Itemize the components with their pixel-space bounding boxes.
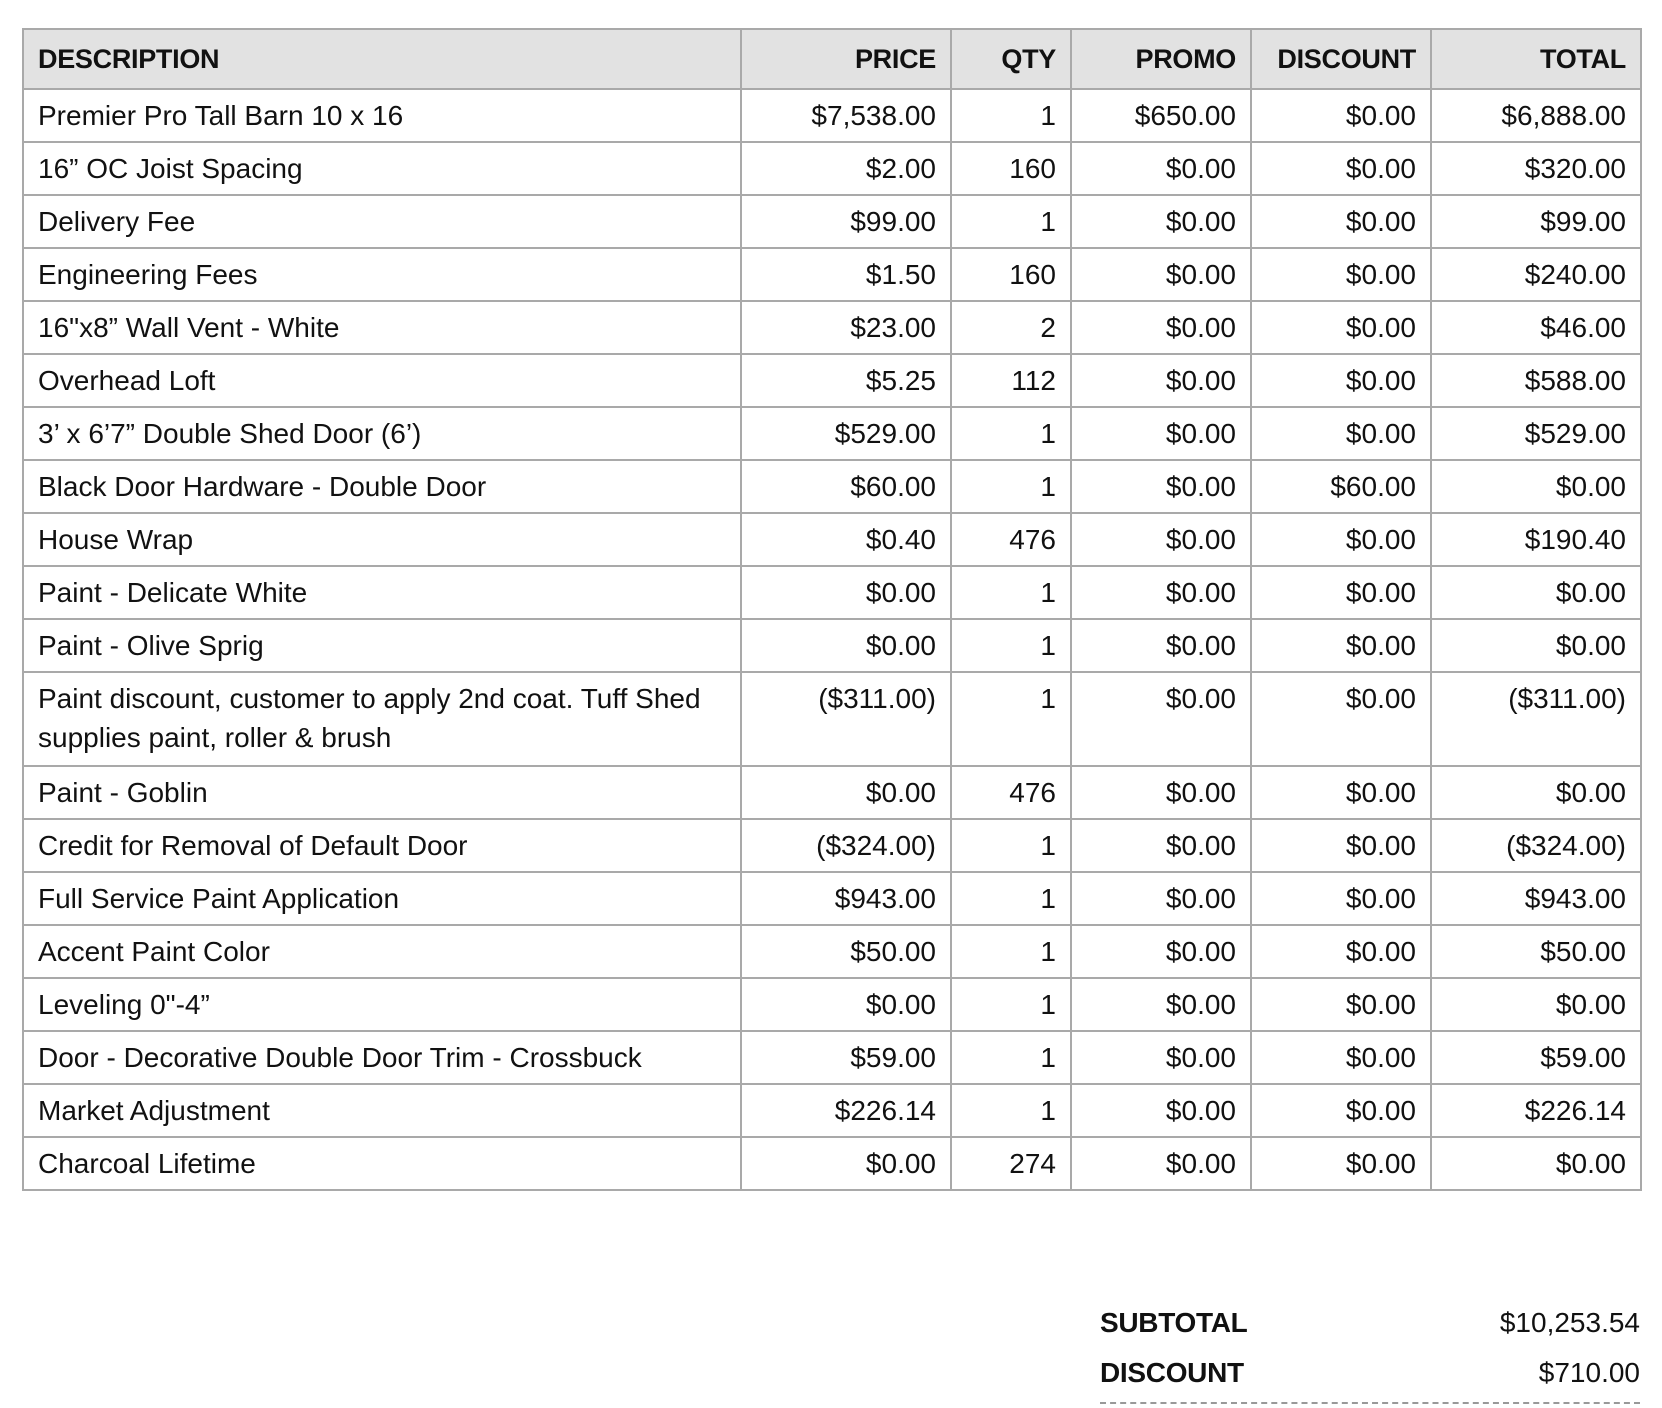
header-promo: PROMO (1071, 29, 1251, 89)
cell-description: 16” OC Joist Spacing (23, 142, 741, 195)
cell-promo: $0.00 (1071, 301, 1251, 354)
cell-description: Paint - Olive Sprig (23, 619, 741, 672)
table-row (23, 619, 1641, 672)
cell-discount: $0.00 (1251, 819, 1431, 872)
cell-price: $0.00 (741, 566, 951, 619)
cell-discount: $0.00 (1251, 566, 1431, 619)
cell-description: Delivery Fee (23, 195, 741, 248)
cell-total: $943.00 (1431, 872, 1641, 925)
cell-price: $0.00 (741, 1137, 951, 1190)
cell-promo: $0.00 (1071, 407, 1251, 460)
table-row (23, 142, 1641, 195)
cell-description: Paint - Goblin (23, 766, 741, 819)
cell-qty: 2 (951, 301, 1071, 354)
cell-qty: 1 (951, 672, 1071, 766)
cell-price: $529.00 (741, 407, 951, 460)
table-row (23, 766, 1641, 819)
cell-price: $943.00 (741, 872, 951, 925)
cell-price: $59.00 (741, 1031, 951, 1084)
cell-description: Charcoal Lifetime (23, 1137, 741, 1190)
cell-total: ($324.00) (1431, 819, 1641, 872)
cell-promo: $0.00 (1071, 1031, 1251, 1084)
cell-total: $320.00 (1431, 142, 1641, 195)
discount-value: $710.00 (1538, 1357, 1640, 1388)
cell-qty: 1 (951, 1031, 1071, 1084)
table-row (23, 672, 1641, 766)
table-row (23, 301, 1641, 354)
cell-qty: 476 (951, 766, 1071, 819)
subtotal-row (1100, 1298, 1640, 1348)
table-row (23, 872, 1641, 925)
cell-promo: $0.00 (1071, 248, 1251, 301)
cell-promo: $0.00 (1071, 925, 1251, 978)
cell-discount: $0.00 (1251, 301, 1431, 354)
cell-discount: $0.00 (1251, 766, 1431, 819)
cell-total: $529.00 (1431, 407, 1641, 460)
cell-promo: $0.00 (1071, 195, 1251, 248)
cell-total: $99.00 (1431, 195, 1641, 248)
table-row (23, 195, 1641, 248)
cell-total: $190.40 (1431, 513, 1641, 566)
header-price: PRICE (741, 29, 951, 89)
cell-qty: 476 (951, 513, 1071, 566)
cell-description: 16"x8” Wall Vent - White (23, 301, 741, 354)
cell-promo: $0.00 (1071, 354, 1251, 407)
cell-price: ($311.00) (741, 672, 951, 766)
cell-total: $50.00 (1431, 925, 1641, 978)
cell-promo: $0.00 (1071, 142, 1251, 195)
cell-qty: 1 (951, 872, 1071, 925)
cell-qty: 1 (951, 89, 1071, 142)
table-row (23, 407, 1641, 460)
cell-total: $0.00 (1431, 978, 1641, 1031)
cell-price: $99.00 (741, 195, 951, 248)
cell-discount: $0.00 (1251, 195, 1431, 248)
table-row (23, 925, 1641, 978)
cell-price: $50.00 (741, 925, 951, 978)
header-qty: QTY (951, 29, 1071, 89)
cell-promo: $0.00 (1071, 460, 1251, 513)
cell-total: $0.00 (1431, 1137, 1641, 1190)
header-total: TOTAL (1431, 29, 1641, 89)
cell-description: Market Adjustment (23, 1084, 741, 1137)
cell-description: Overhead Loft (23, 354, 741, 407)
cell-qty: 160 (951, 248, 1071, 301)
cell-description: Leveling 0"-4” (23, 978, 741, 1031)
cell-qty: 1 (951, 1084, 1071, 1137)
cell-qty: 274 (951, 1137, 1071, 1190)
cell-promo: $0.00 (1071, 819, 1251, 872)
cell-discount: $0.00 (1251, 1137, 1431, 1190)
table-row (23, 1137, 1641, 1190)
cell-qty: 160 (951, 142, 1071, 195)
cell-discount: $0.00 (1251, 513, 1431, 566)
cell-description: Accent Paint Color (23, 925, 741, 978)
table-row (23, 460, 1641, 513)
cell-description: Premier Pro Tall Barn 10 x 16 (23, 89, 741, 142)
cell-promo: $0.00 (1071, 513, 1251, 566)
cell-discount: $0.00 (1251, 672, 1431, 766)
cell-promo: $0.00 (1071, 872, 1251, 925)
cell-description: House Wrap (23, 513, 741, 566)
table-row (23, 1084, 1641, 1137)
header-row (23, 29, 1641, 89)
cell-description: Door - Decorative Double Door Trim - Crossbuck (23, 1031, 741, 1084)
cell-discount: $0.00 (1251, 925, 1431, 978)
table-row (23, 513, 1641, 566)
cell-discount: $0.00 (1251, 1084, 1431, 1137)
cell-discount: $0.00 (1251, 142, 1431, 195)
cell-description: Full Service Paint Application (23, 872, 741, 925)
cell-total: $0.00 (1431, 766, 1641, 819)
cell-qty: 1 (951, 819, 1071, 872)
table-row (23, 354, 1641, 407)
cell-description: Credit for Removal of Default Door (23, 819, 741, 872)
cell-total: $0.00 (1431, 619, 1641, 672)
cell-discount: $60.00 (1251, 460, 1431, 513)
cell-price: $0.00 (741, 619, 951, 672)
cell-total: ($311.00) (1431, 672, 1641, 766)
table-body (23, 89, 1641, 1190)
cell-discount: $0.00 (1251, 407, 1431, 460)
cell-qty: 1 (951, 978, 1071, 1031)
cell-price: $226.14 (741, 1084, 951, 1137)
summary-divider (1100, 1402, 1640, 1404)
cell-promo: $0.00 (1071, 978, 1251, 1031)
cell-discount: $0.00 (1251, 89, 1431, 142)
table-row (23, 566, 1641, 619)
cell-qty: 1 (951, 407, 1071, 460)
cell-total: $240.00 (1431, 248, 1641, 301)
cell-price: $0.00 (741, 978, 951, 1031)
cell-total: $588.00 (1431, 354, 1641, 407)
cell-discount: $0.00 (1251, 354, 1431, 407)
cell-discount: $0.00 (1251, 1031, 1431, 1084)
line-items-table (22, 28, 1642, 1191)
cell-qty: 1 (951, 566, 1071, 619)
totals-summary (1100, 1298, 1640, 1404)
header-discount: DISCOUNT (1251, 29, 1431, 89)
cell-promo: $0.00 (1071, 566, 1251, 619)
cell-description: Paint discount, customer to apply 2nd coat. Tuff Shed supplies paint, roller & brush (23, 672, 741, 766)
table-row (23, 978, 1641, 1031)
cell-price: $1.50 (741, 248, 951, 301)
cell-promo: $0.00 (1071, 1137, 1251, 1190)
header-description: DESCRIPTION (23, 29, 741, 89)
cell-total: $0.00 (1431, 566, 1641, 619)
cell-price: $5.25 (741, 354, 951, 407)
table-row (23, 248, 1641, 301)
cell-promo: $0.00 (1071, 1084, 1251, 1137)
cell-description: 3’ x 6’7” Double Shed Door (6’) (23, 407, 741, 460)
cell-qty: 1 (951, 619, 1071, 672)
cell-price: $23.00 (741, 301, 951, 354)
cell-price: $0.00 (741, 766, 951, 819)
cell-discount: $0.00 (1251, 248, 1431, 301)
cell-description: Black Door Hardware - Double Door (23, 460, 741, 513)
cell-discount: $0.00 (1251, 978, 1431, 1031)
table-row (23, 819, 1641, 872)
cell-description: Engineering Fees (23, 248, 741, 301)
subtotal-value: $10,253.54 (1499, 1307, 1640, 1338)
cell-total: $46.00 (1431, 301, 1641, 354)
cell-price: ($324.00) (741, 819, 951, 872)
cell-price: $7,538.00 (741, 89, 951, 142)
discount-label: DISCOUNT (1100, 1357, 1244, 1388)
cell-promo: $0.00 (1071, 619, 1251, 672)
cell-qty: 1 (951, 460, 1071, 513)
table-header (23, 29, 1641, 89)
cell-promo: $0.00 (1071, 672, 1251, 766)
cell-price: $2.00 (741, 142, 951, 195)
cell-price: $60.00 (741, 460, 951, 513)
cell-qty: 112 (951, 354, 1071, 407)
cell-total: $59.00 (1431, 1031, 1641, 1084)
cell-qty: 1 (951, 195, 1071, 248)
cell-price: $0.40 (741, 513, 951, 566)
cell-description: Paint - Delicate White (23, 566, 741, 619)
table-row (23, 1031, 1641, 1084)
cell-promo: $0.00 (1071, 766, 1251, 819)
table-row (23, 89, 1641, 142)
cell-total: $0.00 (1431, 460, 1641, 513)
cell-total: $226.14 (1431, 1084, 1641, 1137)
subtotal-label: SUBTOTAL (1100, 1307, 1248, 1338)
cell-promo: $650.00 (1071, 89, 1251, 142)
cell-total: $6,888.00 (1431, 89, 1641, 142)
cell-discount: $0.00 (1251, 872, 1431, 925)
discount-row (1100, 1348, 1640, 1398)
cell-discount: $0.00 (1251, 619, 1431, 672)
cell-qty: 1 (951, 925, 1071, 978)
